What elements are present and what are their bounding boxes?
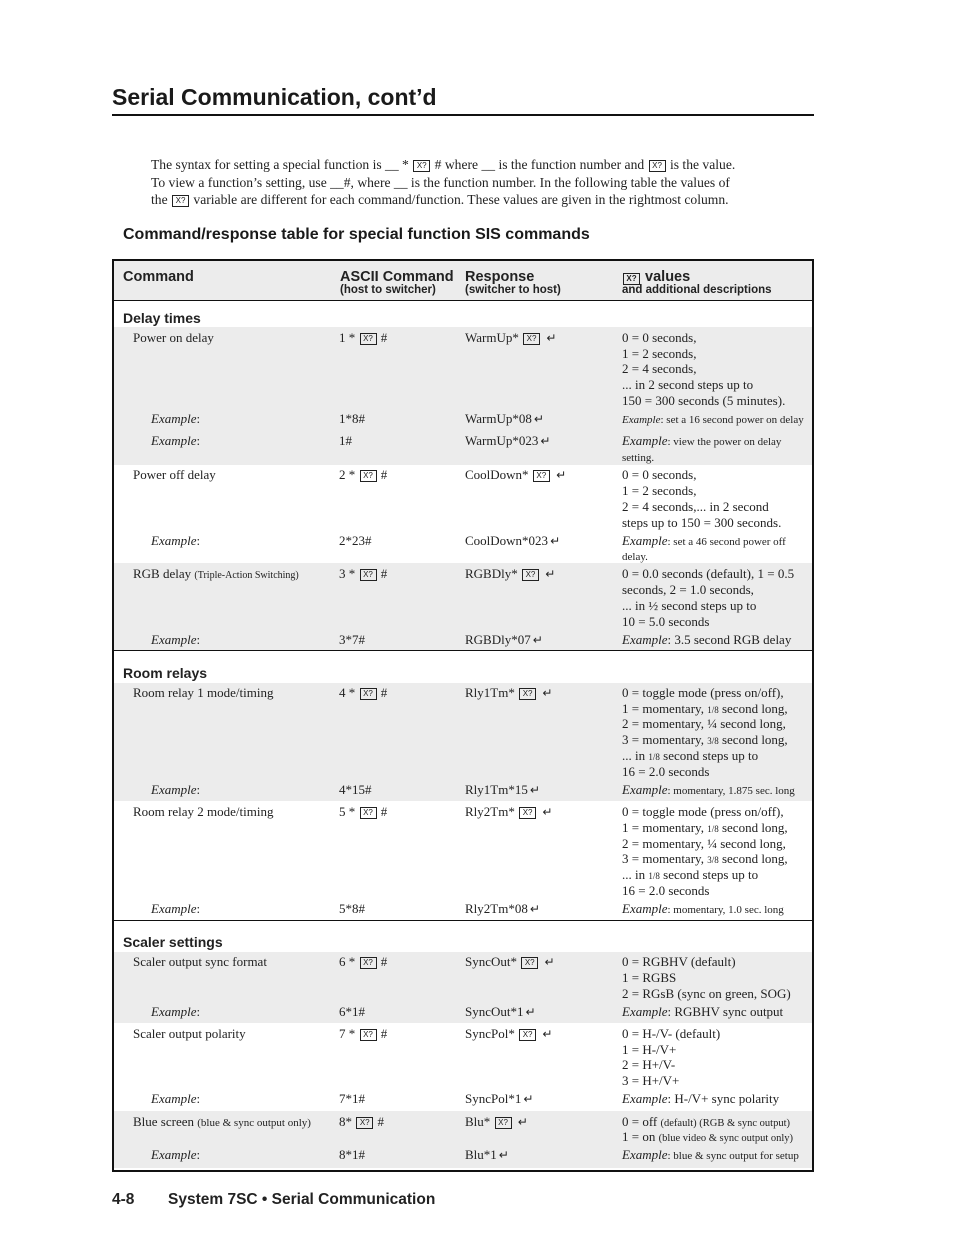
cmd-room-relay-2: Room relay 2 mode/timing [133, 804, 274, 819]
example-ascii: 3*7# [339, 632, 365, 647]
ascii-power-on-delay: 1 * X? # [339, 330, 388, 345]
example-desc: Example: momentary, 1.875 sec. long [622, 782, 795, 797]
return-icon: ↵ [544, 955, 555, 969]
example-label: Example: [151, 411, 201, 426]
return-icon: ↵ [545, 567, 556, 581]
return-icon: ↵ [556, 468, 567, 482]
values-line: 2 = momentary, ¼ second long, [622, 836, 786, 851]
resp-blue-screen: Blu* X? ↵ [465, 1114, 528, 1129]
ascii-scaler-sync-format: 6 * X? # [339, 954, 388, 969]
values-line: 1 = RGBS [622, 970, 677, 985]
values-line: 3 = momentary, 3/8 second long, [622, 851, 788, 866]
values-line: 1 = on (blue video & sync output only) [622, 1129, 794, 1144]
example-desc: setting. [622, 452, 655, 464]
return-icon: ↵ [550, 534, 561, 548]
values-line: 0 = H-/V- (default) [622, 1026, 721, 1041]
intro-text: # where __ is the function number and [431, 157, 648, 172]
ascii-room-relay-1: 4 * X? # [339, 685, 388, 700]
x-variable-icon: X? [172, 195, 189, 207]
values-line: 1 = H-/V+ [622, 1042, 677, 1057]
header-values-sub: and additional descriptions [622, 284, 772, 296]
cmd-scaler-sync-format: Scaler output sync format [133, 954, 267, 969]
return-icon: ↵ [529, 783, 540, 797]
page-title: Serial Communication, cont’d [112, 84, 437, 110]
return-icon: ↵ [542, 1027, 553, 1041]
x-variable-icon: X? [360, 688, 377, 700]
header-values [622, 269, 690, 285]
x-variable-icon: X? [360, 470, 377, 482]
return-icon: ↵ [529, 902, 540, 916]
example-label: Example: [151, 433, 201, 448]
example-ascii: 2*23# [339, 533, 372, 548]
x-variable-icon: X? [523, 333, 540, 345]
return-icon: ↵ [532, 633, 543, 647]
example-label: Example: [151, 533, 201, 548]
intro-text: To view a function’s setting, use __#, where __ is the function number. In the following table the values of [151, 174, 730, 190]
x-variable-icon: X? [519, 1029, 536, 1041]
ascii-scaler-polarity: 7 * X? # [339, 1026, 388, 1041]
return-icon: ↵ [546, 331, 557, 345]
return-icon: ↵ [525, 1005, 536, 1019]
x-variable-icon: X? [533, 470, 550, 482]
example-ascii: 6*1# [339, 1004, 365, 1019]
values-line: 2 = 4 seconds, [622, 361, 697, 376]
values-line: 150 = 300 seconds (5 minutes). [622, 393, 786, 408]
example-label: Example: [151, 782, 201, 797]
intro-text: The syntax for setting a special function is __ * [151, 157, 413, 172]
values-line: 10 = 5.0 seconds [622, 614, 710, 629]
resp-scaler-sync-format: SyncOut* X? ↵ [465, 954, 555, 969]
ascii-rgb-delay: 3 * X? # [339, 566, 388, 581]
example-desc: Example: set a 16 second power on delay [622, 414, 804, 426]
example-response: SyncPol*1 ↵ [465, 1091, 534, 1106]
resp-room-relay-2: Rly2Tm* X? ↵ [465, 804, 553, 819]
values-line: 16 = 2.0 seconds [622, 883, 710, 898]
example-response: WarmUp*023 ↵ [465, 433, 551, 448]
cmd-power-on-delay: Power on delay [133, 330, 214, 345]
header-values-label: values [645, 269, 691, 285]
example-label: Example: [151, 901, 201, 916]
values-line: 0 = toggle mode (press on/off), [622, 804, 784, 819]
example-desc: delay. [622, 551, 648, 563]
section-rule [114, 920, 812, 921]
x-variable-icon: X? [649, 160, 666, 172]
x-variable-icon: X? [519, 688, 536, 700]
values-line: 0 = toggle mode (press on/off), [622, 685, 784, 700]
example-desc: Example: blue & sync output for setup [622, 1147, 799, 1162]
intro-text: is the value. [666, 157, 736, 172]
resp-scaler-polarity: SyncPol* X? ↵ [465, 1026, 553, 1041]
section-delay-times: Delay times [123, 310, 201, 326]
values-line: ... in ½ second steps up to [622, 598, 757, 613]
values-line: 3 = momentary, 3/8 second long, [622, 732, 788, 747]
values-line: ... in 1/8 second steps up to [622, 867, 759, 882]
cmd-rgb-delay: RGB delay (Triple-Action Switching) [133, 566, 299, 581]
section-scaler-settings: Scaler settings [123, 934, 223, 950]
example-ascii: 8*1# [339, 1147, 365, 1162]
x-variable-icon: X? [519, 807, 536, 819]
values-line: 2 = 4 seconds,... in 2 second [622, 499, 769, 514]
example-response: RGBDly*07 ↵ [465, 632, 543, 647]
example-desc: Example: H-/V+ sync polarity [622, 1091, 780, 1106]
return-icon: ↵ [517, 1115, 528, 1129]
example-ascii: 4*15# [339, 782, 372, 797]
return-icon: ↵ [498, 1148, 509, 1162]
x-variable-icon: X? [356, 1117, 373, 1129]
example-response: Rly1Tm*15 ↵ [465, 782, 540, 797]
values-line: seconds, 2 = 1.0 seconds, [622, 582, 754, 597]
header-response-sub: (switcher to host) [465, 284, 561, 296]
intro-paragraph [151, 156, 819, 209]
ascii-room-relay-2: 5 * X? # [339, 804, 388, 819]
values-line: 1 = 2 seconds, [622, 483, 697, 498]
values-line: 2 = momentary, ¼ second long, [622, 716, 786, 731]
header-response: Response [465, 269, 535, 285]
cmd-scaler-polarity: Scaler output polarity [133, 1026, 246, 1041]
values-line: 1 = momentary, 1/8 second long, [622, 820, 788, 835]
values-line: 3 = H+/V+ [622, 1073, 680, 1088]
x-variable-icon: X? [413, 160, 430, 172]
example-response: Rly2Tm*08 ↵ [465, 901, 540, 916]
example-label: Example: [151, 1091, 201, 1106]
section-rule [114, 650, 812, 651]
values-line: 1 = 2 seconds, [622, 346, 697, 361]
example-ascii: 7*1# [339, 1091, 365, 1106]
page-number: 4-8 [112, 1191, 135, 1208]
ascii-power-off-delay: 2 * X? # [339, 467, 388, 482]
values-line: 0 = RGBHV (default) [622, 954, 736, 969]
x-variable-icon: X? [623, 273, 640, 285]
values-line: 2 = H+/V- [622, 1057, 676, 1072]
ascii-blue-screen: 8* X? # [339, 1114, 384, 1129]
example-ascii: 5*8# [339, 901, 365, 916]
example-desc: Example: set a 46 second power off [622, 533, 786, 548]
resp-power-on-delay: WarmUp* X? ↵ [465, 330, 557, 345]
section-room-relays: Room relays [123, 665, 208, 681]
resp-power-off-delay: CoolDown* X? ↵ [465, 467, 567, 482]
return-icon: ↵ [523, 1092, 534, 1106]
header-ascii: ASCII Command [340, 269, 454, 285]
header-rule [114, 300, 812, 301]
values-line: 1 = momentary, 1/8 second long, [622, 701, 788, 716]
values-line: ... in 2 second steps up to [622, 377, 754, 392]
title-rule [112, 114, 814, 116]
intro-text: the [151, 192, 172, 207]
x-variable-icon: X? [521, 957, 538, 969]
intro-text: variable are different for each command/function. These values are given in the rightmost column. [190, 192, 729, 207]
example-ascii: 1*8# [339, 411, 365, 426]
x-variable-icon: X? [360, 1029, 377, 1041]
values-line: 2 = RGsB (sync on green, SOG) [622, 986, 791, 1001]
example-response: WarmUp*08 ↵ [465, 411, 544, 426]
example-response: Blu*1 ↵ [465, 1147, 509, 1162]
example-response: SyncOut*1 ↵ [465, 1004, 536, 1019]
values-line: 0 = 0.0 seconds (default), 1 = 0.5 [622, 566, 795, 581]
return-icon: ↵ [533, 412, 544, 426]
example-desc: Example: 3.5 second RGB delay [622, 632, 792, 647]
resp-rgb-delay: RGBDly* X? ↵ [465, 566, 556, 581]
example-label: Example: [151, 1004, 201, 1019]
values-line: steps up to 150 = 300 seconds. [622, 515, 782, 530]
x-variable-icon: X? [360, 807, 377, 819]
cmd-power-off-delay: Power off delay [133, 467, 216, 482]
cmd-blue-screen: Blue screen (blue & sync output only) [133, 1114, 311, 1129]
cmd-room-relay-1: Room relay 1 mode/timing [133, 685, 274, 700]
example-label: Example: [151, 632, 201, 647]
x-variable-icon: X? [522, 569, 539, 581]
footer-text: System 7SC • Serial Communication [168, 1191, 436, 1208]
header-command: Command [123, 269, 194, 285]
return-icon: ↵ [542, 805, 553, 819]
header-ascii-sub: (host to switcher) [340, 284, 436, 296]
return-icon: ↵ [542, 686, 553, 700]
values-line: 0 = 0 seconds, [622, 467, 697, 482]
values-line: 16 = 2.0 seconds [622, 764, 710, 779]
x-variable-icon: X? [360, 957, 377, 969]
x-variable-icon: X? [495, 1117, 512, 1129]
return-icon: ↵ [540, 434, 551, 448]
x-variable-icon: X? [360, 569, 377, 581]
example-desc: Example: momentary, 1.0 sec. long [622, 901, 784, 916]
example-desc: Example: RGBHV sync output [622, 1004, 784, 1019]
example-ascii: 1# [339, 433, 352, 448]
example-label: Example: [151, 1147, 201, 1162]
resp-room-relay-1: Rly1Tm* X? ↵ [465, 685, 553, 700]
table-heading: Command/response table for special function SIS commands [123, 226, 590, 243]
example-desc: Example: view the power on delay [622, 433, 782, 448]
values-line: 0 = off (default) (RGB & sync output) [622, 1114, 790, 1129]
x-variable-icon: X? [360, 333, 377, 345]
values-line: ... in 1/8 second steps up to [622, 748, 759, 763]
example-response: CoolDown*023 ↵ [465, 533, 561, 548]
values-line: 0 = 0 seconds, [622, 330, 697, 345]
